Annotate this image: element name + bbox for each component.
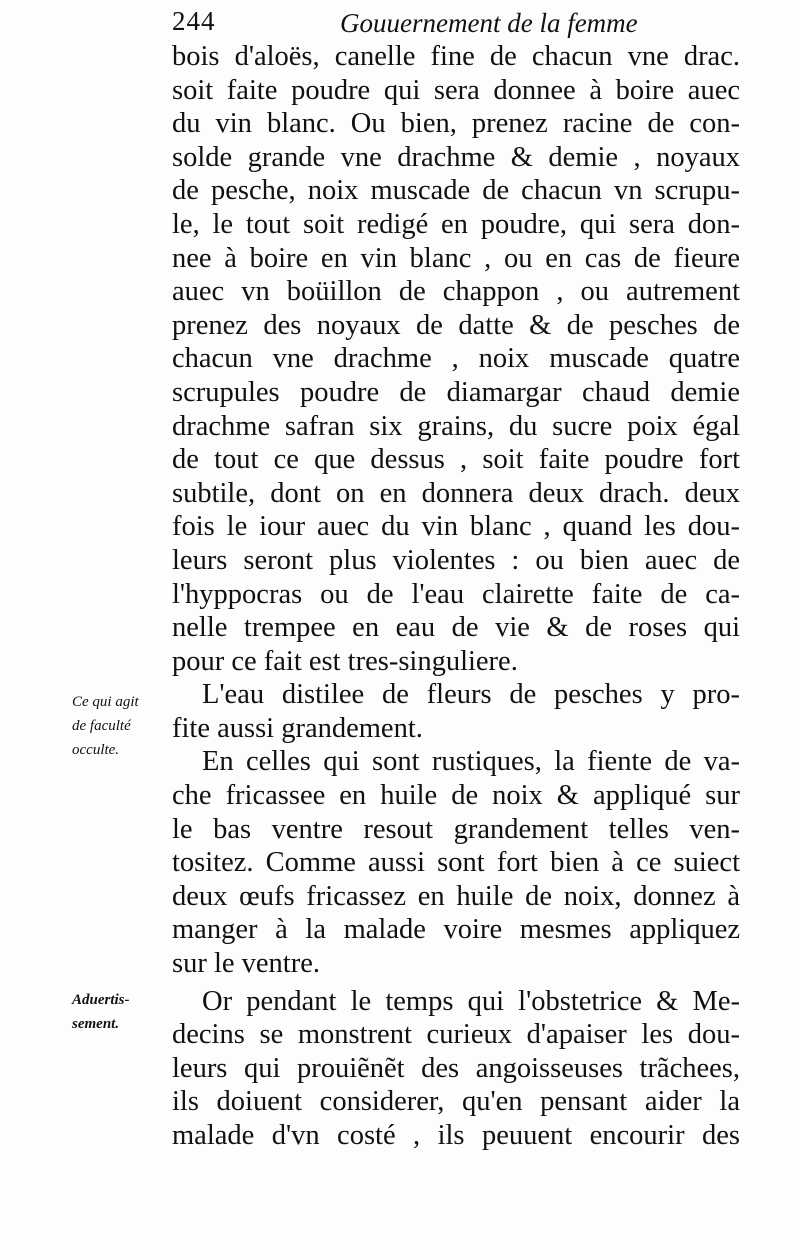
text-line: decins se monstrent curieux d'apaiser les dou-: [172, 1019, 740, 1051]
text-line: En celles qui sont rustiques, la fiente de va-: [202, 746, 740, 778]
page-number: 244: [172, 6, 216, 36]
text-line: bois d'aloës, canelle fine de chacun vne drac.: [172, 41, 740, 72]
text-line: pour ce fait est tres-singuliere.: [172, 645, 518, 677]
paragraph: [172, 678, 740, 745]
text-line: scrupules poudre de diamargar chaud demie: [172, 376, 740, 408]
page-header: [172, 6, 772, 42]
running-head: Gouuernement de la femme: [340, 8, 638, 38]
text-line: leurs seront plus violentes : ou bien auec de: [172, 544, 740, 576]
text-line: nee à boire en vin blanc , ou en cas de fieure: [172, 242, 740, 274]
body-text: [172, 40, 740, 1153]
paragraph: [172, 985, 740, 1153]
paragraph: [172, 745, 740, 980]
text-line: auec vn boüillon de chappon , ou autrement: [172, 276, 740, 308]
text-line: chacun vne drachme , noix muscade quatre: [172, 343, 740, 375]
text-line: le, le tout soit redigé en poudre, qui sera don-: [172, 208, 740, 240]
margin-note: [72, 690, 139, 762]
text-line: drachme safran six grains, du sucre poix égal: [172, 410, 740, 442]
text-line: che fricassee en huile de noix & appliqué sur: [172, 780, 740, 812]
text-line: l'hyppocras ou de l'eau clairette faite de ca-: [172, 578, 740, 610]
text-line: sur le ventre.: [172, 948, 320, 980]
text-line: leurs qui prouiẽnẽt des angoisseuses trãchees,: [172, 1052, 740, 1084]
text-line: solde grande vne drachme & demie , noyaux: [172, 141, 740, 173]
text-line: fois le iour auec du vin blanc , quand les dou-: [172, 511, 740, 543]
margin-note-line: sement.: [72, 1016, 120, 1032]
margin-note-line: de faculté: [72, 718, 131, 734]
text-line: deux œufs fricassez en huile de noix, donnez à: [172, 880, 740, 912]
paragraph: [172, 40, 740, 678]
text-line: fite aussi grandement.: [172, 712, 423, 744]
margin-note: [72, 988, 130, 1036]
text-line: soit faite poudre qui sera donnee à boire auec: [172, 74, 740, 106]
text-line: de tout ce que dessus , soit faite poudre fort: [172, 444, 740, 476]
text-line: de pesche, noix muscade de chacun vn scrupu-: [172, 175, 740, 207]
text-line: subtile, dont on en donnera deux drach. deux: [172, 477, 740, 509]
margin-note-line: occulte.: [72, 742, 120, 758]
text-line: malade d'vn costé , ils peuuent encourir des: [172, 1120, 740, 1151]
text-line: Or pendant le temps qui l'obstetrice & Me-: [202, 985, 740, 1017]
text-line: manger à la malade voire mesmes appliquez: [172, 914, 740, 946]
text-line: ils doiuent considerer, qu'en pensant aider la: [172, 1086, 740, 1118]
text-line: du vin blanc. Ou bien, prenez racine de con-: [172, 108, 740, 140]
margin-note-line: Ce qui agit: [72, 694, 139, 710]
text-line: nelle trempee en eau de vie & de roses qui: [172, 612, 740, 644]
text-line: le bas ventre resout grandement telles ven-: [172, 813, 740, 845]
text-line: L'eau distilee de fleurs de pesches y pro-: [202, 679, 740, 711]
text-line: tositez. Comme aussi sont fort bien à ce suiect: [172, 847, 740, 879]
margin-note-line: Aduertis-: [72, 992, 130, 1008]
text-line: prenez des noyaux de datte & de pesches de: [172, 309, 740, 341]
